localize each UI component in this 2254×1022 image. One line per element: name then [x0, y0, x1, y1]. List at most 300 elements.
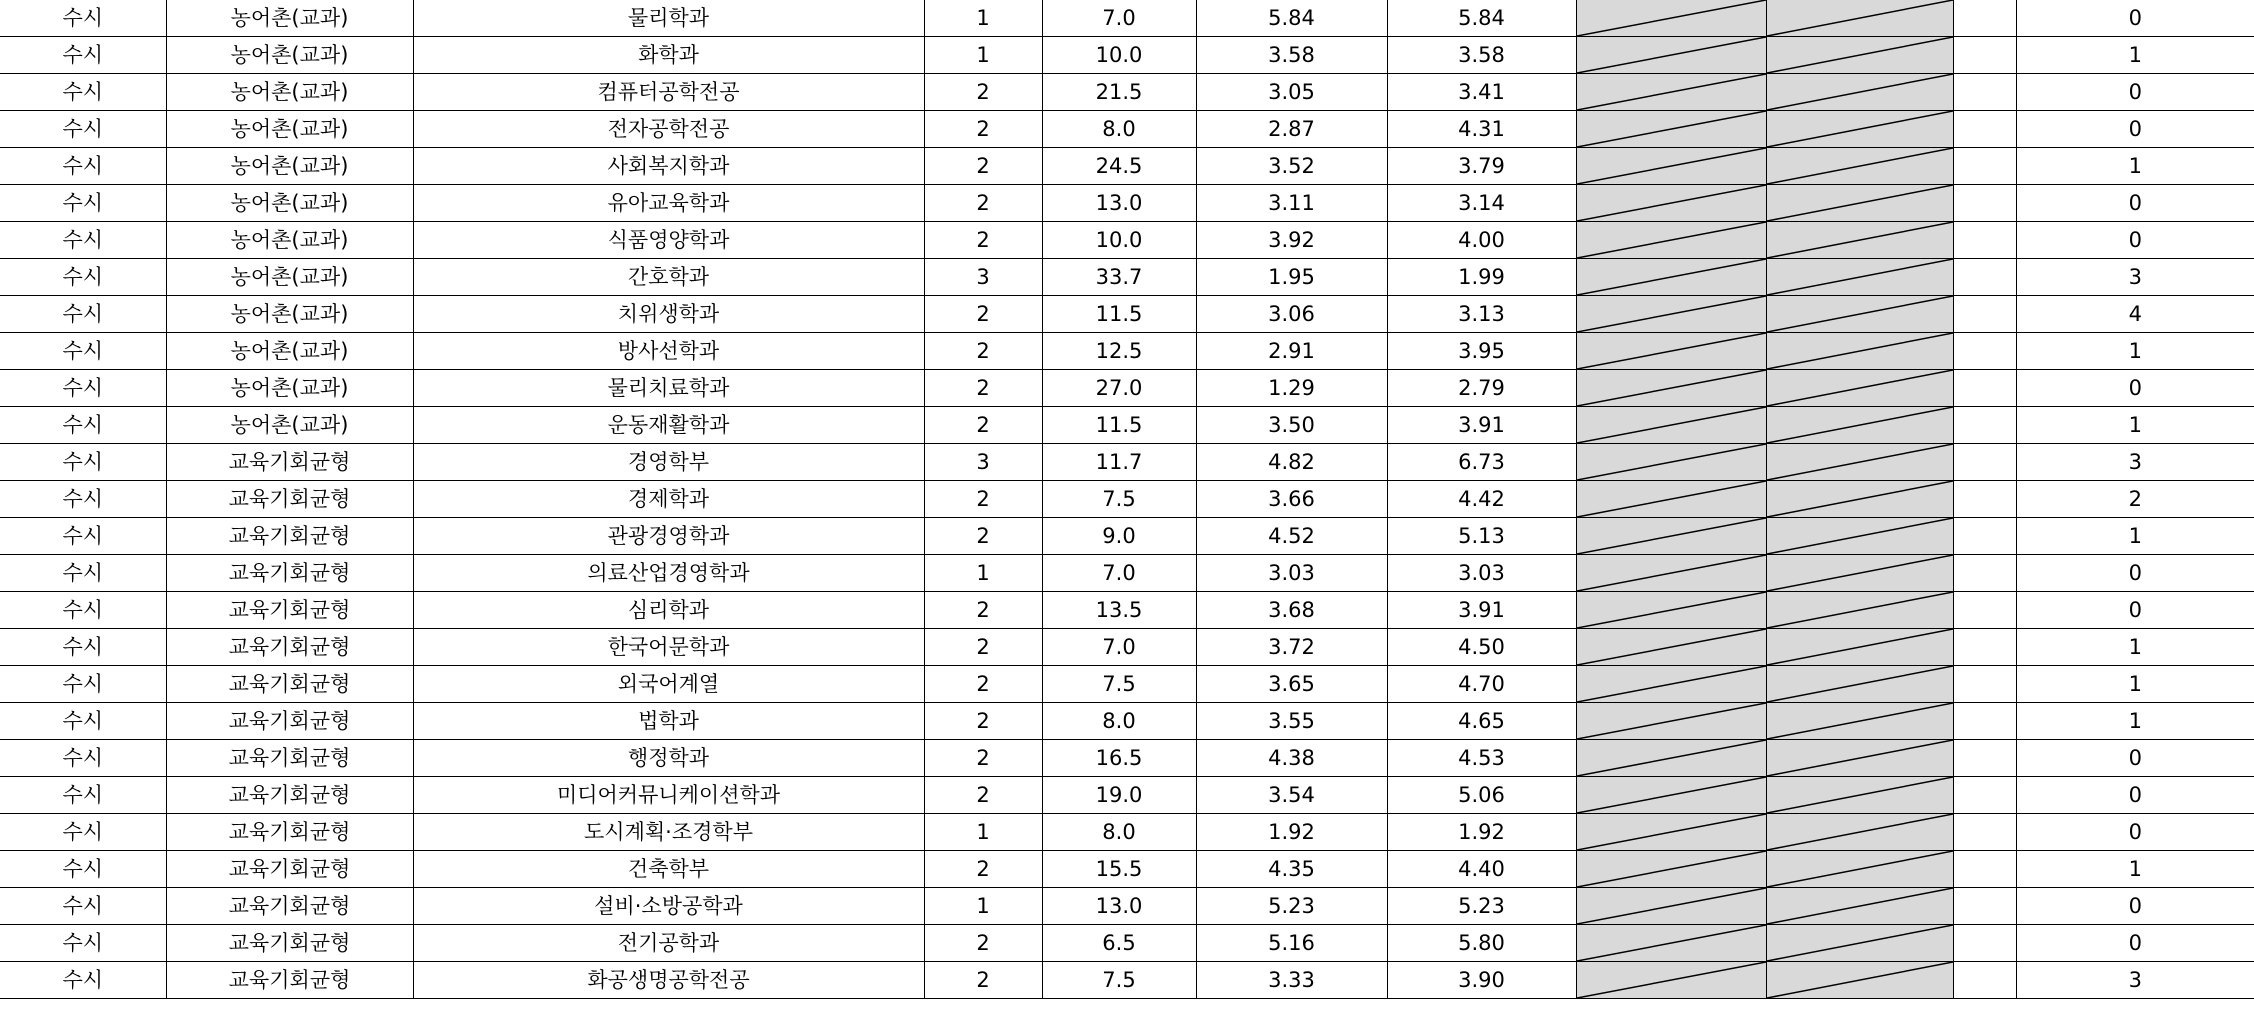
empty-shaded-cell: [1576, 444, 1766, 481]
department-cell: 간호학과: [413, 259, 924, 296]
empty-shaded-cell: [1576, 592, 1766, 629]
track-cell: 교육기회균형: [166, 777, 413, 814]
diagonal-slash-icon: [1577, 555, 1766, 591]
table-row: [0, 518, 2254, 555]
admission-type-cell: 수시: [0, 962, 166, 999]
empty-shaded-cell: [1766, 111, 1953, 148]
admission-type-cell: 수시: [0, 74, 166, 111]
empty-shaded-cell: [1576, 74, 1766, 111]
admission-type-cell: 수시: [0, 148, 166, 185]
diagonal-slash-icon: [1767, 814, 1953, 850]
competition-rate-cell: 12.5: [1042, 333, 1196, 370]
diagonal-slash-icon: [1767, 296, 1953, 332]
quota-cell: 1: [924, 37, 1042, 74]
diagonal-slash-icon: [1577, 0, 1766, 36]
competition-rate-cell: 27.0: [1042, 370, 1196, 407]
track-cell: 농어촌(교과): [166, 37, 413, 74]
department-cell: 법학과: [413, 703, 924, 740]
grade-avg-cell: 3.54: [1196, 777, 1387, 814]
empty-shaded-cell: [1576, 888, 1766, 925]
competition-rate-cell: 33.7: [1042, 259, 1196, 296]
diagonal-slash-icon: [1767, 740, 1953, 776]
blank-cell: [1953, 629, 2016, 666]
track-cell: 농어촌(교과): [166, 185, 413, 222]
quota-cell: 2: [924, 481, 1042, 518]
empty-shaded-cell: [1766, 0, 1953, 37]
empty-shaded-cell: [1766, 703, 1953, 740]
grade-cutoff-cell: 5.84: [1387, 0, 1576, 37]
grade-avg-cell: 3.65: [1196, 666, 1387, 703]
grade-cutoff-cell: 3.90: [1387, 962, 1576, 999]
table-row: [0, 740, 2254, 777]
diagonal-slash-icon: [1767, 592, 1953, 628]
grade-cutoff-cell: 4.70: [1387, 666, 1576, 703]
quota-cell: 1: [924, 555, 1042, 592]
quota-cell: 2: [924, 592, 1042, 629]
diagonal-slash-icon: [1767, 888, 1953, 924]
empty-shaded-cell: [1766, 37, 1953, 74]
empty-shaded-cell: [1766, 481, 1953, 518]
empty-shaded-cell: [1766, 518, 1953, 555]
grade-avg-cell: 1.92: [1196, 814, 1387, 851]
department-cell: 심리학과: [413, 592, 924, 629]
diagonal-slash-icon: [1767, 777, 1953, 813]
grade-avg-cell: 3.55: [1196, 703, 1387, 740]
blank-cell: [1953, 148, 2016, 185]
grade-avg-cell: 3.92: [1196, 222, 1387, 259]
empty-shaded-cell: [1766, 407, 1953, 444]
count-cell: 0: [2016, 222, 2254, 259]
competition-rate-cell: 15.5: [1042, 851, 1196, 888]
diagonal-slash-icon: [1577, 629, 1766, 665]
empty-shaded-cell: [1766, 851, 1953, 888]
quota-cell: 1: [924, 814, 1042, 851]
admission-type-cell: 수시: [0, 888, 166, 925]
count-cell: 0: [2016, 740, 2254, 777]
table-row: [0, 555, 2254, 592]
empty-shaded-cell: [1766, 777, 1953, 814]
grade-cutoff-cell: 5.06: [1387, 777, 1576, 814]
grade-cutoff-cell: 4.42: [1387, 481, 1576, 518]
diagonal-slash-icon: [1577, 444, 1766, 480]
competition-rate-cell: 10.0: [1042, 37, 1196, 74]
grade-cutoff-cell: 5.23: [1387, 888, 1576, 925]
table-row: [0, 629, 2254, 666]
diagonal-slash-icon: [1767, 666, 1953, 702]
grade-cutoff-cell: 5.80: [1387, 925, 1576, 962]
grade-cutoff-cell: 3.14: [1387, 185, 1576, 222]
quota-cell: 1: [924, 0, 1042, 37]
count-cell: 1: [2016, 851, 2254, 888]
blank-cell: [1953, 814, 2016, 851]
admission-type-cell: 수시: [0, 370, 166, 407]
empty-shaded-cell: [1576, 703, 1766, 740]
blank-cell: [1953, 851, 2016, 888]
track-cell: 교육기회균형: [166, 814, 413, 851]
diagonal-slash-icon: [1577, 925, 1766, 961]
department-cell: 건축학부: [413, 851, 924, 888]
competition-rate-cell: 13.0: [1042, 185, 1196, 222]
grade-avg-cell: 1.29: [1196, 370, 1387, 407]
track-cell: 농어촌(교과): [166, 296, 413, 333]
department-cell: 물리치료학과: [413, 370, 924, 407]
diagonal-slash-icon: [1767, 222, 1953, 258]
count-cell: 3: [2016, 962, 2254, 999]
department-cell: 경영학부: [413, 444, 924, 481]
table-row: [0, 481, 2254, 518]
empty-shaded-cell: [1576, 185, 1766, 222]
track-cell: 농어촌(교과): [166, 259, 413, 296]
competition-rate-cell: 6.5: [1042, 925, 1196, 962]
empty-shaded-cell: [1766, 185, 1953, 222]
blank-cell: [1953, 740, 2016, 777]
department-cell: 식품영양학과: [413, 222, 924, 259]
empty-shaded-cell: [1576, 296, 1766, 333]
empty-shaded-cell: [1766, 962, 1953, 999]
table-row: [0, 148, 2254, 185]
blank-cell: [1953, 185, 2016, 222]
table-row: [0, 222, 2254, 259]
competition-rate-cell: 7.5: [1042, 666, 1196, 703]
diagonal-slash-icon: [1767, 518, 1953, 554]
empty-shaded-cell: [1766, 259, 1953, 296]
count-cell: 0: [2016, 592, 2254, 629]
track-cell: 농어촌(교과): [166, 148, 413, 185]
empty-shaded-cell: [1576, 481, 1766, 518]
admission-type-cell: 수시: [0, 111, 166, 148]
grade-avg-cell: 4.35: [1196, 851, 1387, 888]
empty-shaded-cell: [1576, 407, 1766, 444]
diagonal-slash-icon: [1577, 111, 1766, 147]
empty-shaded-cell: [1766, 740, 1953, 777]
empty-shaded-cell: [1766, 148, 1953, 185]
blank-cell: [1953, 407, 2016, 444]
grade-cutoff-cell: 1.92: [1387, 814, 1576, 851]
competition-rate-cell: 8.0: [1042, 703, 1196, 740]
grade-avg-cell: 4.52: [1196, 518, 1387, 555]
diagonal-slash-icon: [1577, 740, 1766, 776]
grade-avg-cell: 4.82: [1196, 444, 1387, 481]
track-cell: 교육기회균형: [166, 962, 413, 999]
empty-shaded-cell: [1576, 925, 1766, 962]
quota-cell: 2: [924, 148, 1042, 185]
blank-cell: [1953, 444, 2016, 481]
blank-cell: [1953, 666, 2016, 703]
department-cell: 외국어계열: [413, 666, 924, 703]
table-row: [0, 37, 2254, 74]
competition-rate-cell: 7.0: [1042, 0, 1196, 37]
table-row: [0, 111, 2254, 148]
diagonal-slash-icon: [1577, 851, 1766, 887]
track-cell: 농어촌(교과): [166, 222, 413, 259]
department-cell: 사회복지학과: [413, 148, 924, 185]
competition-rate-cell: 13.0: [1042, 888, 1196, 925]
blank-cell: [1953, 592, 2016, 629]
department-cell: 방사선학과: [413, 333, 924, 370]
empty-shaded-cell: [1766, 814, 1953, 851]
diagonal-slash-icon: [1577, 185, 1766, 221]
diagonal-slash-icon: [1767, 629, 1953, 665]
department-cell: 전기공학과: [413, 925, 924, 962]
table-row: [0, 851, 2254, 888]
count-cell: 1: [2016, 629, 2254, 666]
track-cell: 교육기회균형: [166, 481, 413, 518]
empty-shaded-cell: [1766, 444, 1953, 481]
grade-avg-cell: 3.03: [1196, 555, 1387, 592]
count-cell: 0: [2016, 370, 2254, 407]
quota-cell: 2: [924, 851, 1042, 888]
grade-cutoff-cell: 1.99: [1387, 259, 1576, 296]
competition-rate-cell: 19.0: [1042, 777, 1196, 814]
competition-rate-cell: 10.0: [1042, 222, 1196, 259]
department-cell: 유아교육학과: [413, 185, 924, 222]
grade-cutoff-cell: 4.00: [1387, 222, 1576, 259]
department-cell: 화학과: [413, 37, 924, 74]
grade-avg-cell: 3.66: [1196, 481, 1387, 518]
admission-type-cell: 수시: [0, 444, 166, 481]
grade-cutoff-cell: 3.91: [1387, 407, 1576, 444]
department-cell: 치위생학과: [413, 296, 924, 333]
competition-rate-cell: 8.0: [1042, 814, 1196, 851]
quota-cell: 2: [924, 407, 1042, 444]
empty-shaded-cell: [1766, 333, 1953, 370]
count-cell: 1: [2016, 407, 2254, 444]
table-row: [0, 333, 2254, 370]
department-cell: 컴퓨터공학전공: [413, 74, 924, 111]
grade-cutoff-cell: 3.03: [1387, 555, 1576, 592]
competition-rate-cell: 11.5: [1042, 296, 1196, 333]
table-row: [0, 74, 2254, 111]
diagonal-slash-icon: [1577, 518, 1766, 554]
track-cell: 교육기회균형: [166, 888, 413, 925]
competition-rate-cell: 13.5: [1042, 592, 1196, 629]
blank-cell: [1953, 259, 2016, 296]
diagonal-slash-icon: [1767, 703, 1953, 739]
count-cell: 0: [2016, 555, 2254, 592]
diagonal-slash-icon: [1577, 37, 1766, 73]
competition-rate-cell: 7.0: [1042, 629, 1196, 666]
diagonal-slash-icon: [1767, 333, 1953, 369]
grade-cutoff-cell: 3.41: [1387, 74, 1576, 111]
diagonal-slash-icon: [1577, 407, 1766, 443]
quota-cell: 2: [924, 925, 1042, 962]
track-cell: 교육기회균형: [166, 925, 413, 962]
grade-cutoff-cell: 3.79: [1387, 148, 1576, 185]
grade-avg-cell: 5.16: [1196, 925, 1387, 962]
diagonal-slash-icon: [1767, 148, 1953, 184]
diagonal-slash-icon: [1577, 74, 1766, 110]
quota-cell: 2: [924, 74, 1042, 111]
department-cell: 물리학과: [413, 0, 924, 37]
competition-rate-cell: 7.5: [1042, 481, 1196, 518]
count-cell: 1: [2016, 666, 2254, 703]
empty-shaded-cell: [1576, 518, 1766, 555]
admission-type-cell: 수시: [0, 814, 166, 851]
admission-type-cell: 수시: [0, 703, 166, 740]
grade-cutoff-cell: 3.13: [1387, 296, 1576, 333]
diagonal-slash-icon: [1767, 74, 1953, 110]
count-cell: 2: [2016, 481, 2254, 518]
diagonal-slash-icon: [1577, 259, 1766, 295]
quota-cell: 2: [924, 629, 1042, 666]
count-cell: 1: [2016, 148, 2254, 185]
grade-cutoff-cell: 3.91: [1387, 592, 1576, 629]
blank-cell: [1953, 222, 2016, 259]
track-cell: 농어촌(교과): [166, 74, 413, 111]
table-row: [0, 407, 2254, 444]
grade-cutoff-cell: 3.58: [1387, 37, 1576, 74]
blank-cell: [1953, 0, 2016, 37]
department-cell: 미디어커뮤니케이션학과: [413, 777, 924, 814]
admission-type-cell: 수시: [0, 296, 166, 333]
diagonal-slash-icon: [1577, 777, 1766, 813]
track-cell: 교육기회균형: [166, 851, 413, 888]
quota-cell: 3: [924, 444, 1042, 481]
grade-cutoff-cell: 4.53: [1387, 740, 1576, 777]
diagonal-slash-icon: [1767, 0, 1953, 36]
empty-shaded-cell: [1766, 925, 1953, 962]
track-cell: 농어촌(교과): [166, 111, 413, 148]
grade-avg-cell: 3.68: [1196, 592, 1387, 629]
quota-cell: 2: [924, 370, 1042, 407]
quota-cell: 2: [924, 222, 1042, 259]
table-row: [0, 925, 2254, 962]
competition-rate-cell: 21.5: [1042, 74, 1196, 111]
count-cell: 0: [2016, 111, 2254, 148]
quota-cell: 2: [924, 333, 1042, 370]
count-cell: 1: [2016, 37, 2254, 74]
diagonal-slash-icon: [1767, 851, 1953, 887]
department-cell: 행정학과: [413, 740, 924, 777]
empty-shaded-cell: [1576, 629, 1766, 666]
grade-cutoff-cell: 2.79: [1387, 370, 1576, 407]
grade-cutoff-cell: 4.50: [1387, 629, 1576, 666]
table-row: [0, 259, 2254, 296]
count-cell: 0: [2016, 185, 2254, 222]
quota-cell: 2: [924, 777, 1042, 814]
department-cell: 경제학과: [413, 481, 924, 518]
admission-type-cell: 수시: [0, 222, 166, 259]
department-cell: 의료산업경영학과: [413, 555, 924, 592]
grade-avg-cell: 3.50: [1196, 407, 1387, 444]
diagonal-slash-icon: [1767, 259, 1953, 295]
table-row: [0, 296, 2254, 333]
admission-type-cell: 수시: [0, 37, 166, 74]
diagonal-slash-icon: [1577, 481, 1766, 517]
empty-shaded-cell: [1766, 222, 1953, 259]
grade-avg-cell: 4.38: [1196, 740, 1387, 777]
quota-cell: 2: [924, 703, 1042, 740]
empty-shaded-cell: [1576, 333, 1766, 370]
diagonal-slash-icon: [1767, 555, 1953, 591]
empty-shaded-cell: [1766, 74, 1953, 111]
diagonal-slash-icon: [1577, 666, 1766, 702]
empty-shaded-cell: [1576, 555, 1766, 592]
count-cell: 0: [2016, 777, 2254, 814]
count-cell: 0: [2016, 888, 2254, 925]
grade-cutoff-cell: 3.95: [1387, 333, 1576, 370]
diagonal-slash-icon: [1577, 814, 1766, 850]
quota-cell: 1: [924, 888, 1042, 925]
admission-type-cell: 수시: [0, 925, 166, 962]
diagonal-slash-icon: [1767, 370, 1953, 406]
table-row: [0, 888, 2254, 925]
admission-type-cell: 수시: [0, 518, 166, 555]
competition-rate-cell: 24.5: [1042, 148, 1196, 185]
competition-rate-cell: 11.5: [1042, 407, 1196, 444]
track-cell: 교육기회균형: [166, 592, 413, 629]
admission-type-cell: 수시: [0, 407, 166, 444]
empty-shaded-cell: [1576, 777, 1766, 814]
grade-avg-cell: 3.72: [1196, 629, 1387, 666]
track-cell: 교육기회균형: [166, 518, 413, 555]
track-cell: 교육기회균형: [166, 629, 413, 666]
diagonal-slash-icon: [1767, 481, 1953, 517]
count-cell: 4: [2016, 296, 2254, 333]
empty-shaded-cell: [1766, 370, 1953, 407]
empty-shaded-cell: [1576, 222, 1766, 259]
diagonal-slash-icon: [1577, 333, 1766, 369]
diagonal-slash-icon: [1577, 222, 1766, 258]
diagonal-slash-icon: [1577, 592, 1766, 628]
track-cell: 농어촌(교과): [166, 333, 413, 370]
blank-cell: [1953, 703, 2016, 740]
count-cell: 0: [2016, 925, 2254, 962]
grade-cutoff-cell: 4.40: [1387, 851, 1576, 888]
empty-shaded-cell: [1576, 851, 1766, 888]
count-cell: 3: [2016, 259, 2254, 296]
blank-cell: [1953, 370, 2016, 407]
diagonal-slash-icon: [1577, 296, 1766, 332]
empty-shaded-cell: [1576, 37, 1766, 74]
competition-rate-cell: 9.0: [1042, 518, 1196, 555]
quota-cell: 2: [924, 185, 1042, 222]
competition-rate-cell: 8.0: [1042, 111, 1196, 148]
admission-type-cell: 수시: [0, 185, 166, 222]
table-row: [0, 962, 2254, 999]
empty-shaded-cell: [1576, 814, 1766, 851]
track-cell: 교육기회균형: [166, 444, 413, 481]
quota-cell: 3: [924, 259, 1042, 296]
quota-cell: 2: [924, 518, 1042, 555]
track-cell: 교육기회균형: [166, 666, 413, 703]
empty-shaded-cell: [1576, 370, 1766, 407]
table-row: [0, 666, 2254, 703]
empty-shaded-cell: [1766, 629, 1953, 666]
blank-cell: [1953, 888, 2016, 925]
grade-cutoff-cell: 4.31: [1387, 111, 1576, 148]
grade-avg-cell: 2.91: [1196, 333, 1387, 370]
table-row: [0, 777, 2254, 814]
table-row: [0, 814, 2254, 851]
track-cell: 교육기회균형: [166, 740, 413, 777]
table-row: [0, 703, 2254, 740]
empty-shaded-cell: [1766, 888, 1953, 925]
competition-rate-cell: 16.5: [1042, 740, 1196, 777]
count-cell: 1: [2016, 703, 2254, 740]
admission-type-cell: 수시: [0, 629, 166, 666]
quota-cell: 2: [924, 111, 1042, 148]
admission-type-cell: 수시: [0, 0, 166, 37]
empty-shaded-cell: [1576, 111, 1766, 148]
diagonal-slash-icon: [1767, 407, 1953, 443]
empty-shaded-cell: [1766, 296, 1953, 333]
count-cell: 3: [2016, 444, 2254, 481]
grade-avg-cell: 1.95: [1196, 259, 1387, 296]
empty-shaded-cell: [1576, 148, 1766, 185]
grade-avg-cell: 3.06: [1196, 296, 1387, 333]
blank-cell: [1953, 333, 2016, 370]
